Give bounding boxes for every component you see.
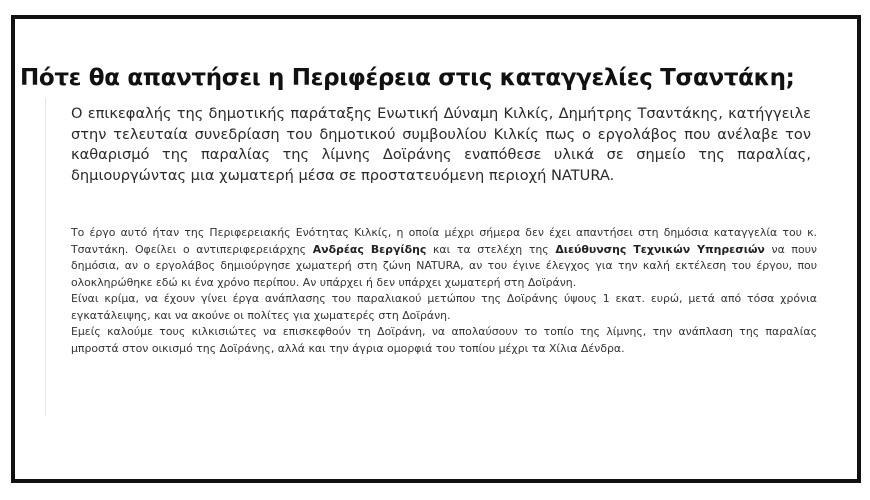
- article-body: [71, 225, 817, 357]
- body-paragraph-1-part-3: να πουν δημόσια, αν ο εργολάβος δημιούργησε χωματερή στη ζώνη NATURA, αν του έγινε έλεγχος για την καλή εκτέλεση του έργου, που ολοκληρώθηκε εδώ κι ένα χρόνο περίπου. Αν υπάρχει ή δεν υπάρχει χωματερή στη Δοϊράνη.: [71, 242, 818, 289]
- body-paragraph-1: [71, 225, 817, 291]
- body-paragraph-3: Εμείς καλούμε τους κιλκισιώτες να επισκεφθούν τη Δοϊράνη, να απολαύσουν το τοπίο της λίμνης, την ανάπλαση της παραλίας μπροστά στον οικισμό της Δοϊράνης, αλλά και την άγρια ομορφιά του τοπίου μέχρι τα Χίλια Δένδρα.: [71, 325, 817, 355]
- technical-services-directorate: Διεύθυνσης Τεχνικών Υπηρεσιών: [555, 242, 765, 256]
- article-lead: Ο επικεφαλής της δημοτικής παράταξης Ενωτική Δύναμη Κιλκίς, Δημήτρης Τσαντάκης, κατήγγειλε στην τελευταία συνεδρίαση του δημοτικού συμβουλίου Κιλκίς πως ο εργολάβος που ανέλαβε τον καθαρισμό της παραλίας της λίμνης Δοϊράνης εναπόθεσε υλικά σε σημείο της παραλίας, δημιουργώντας μια χωματερή μέσα σε προστατευόμενη περιοχή NATURA.: [71, 105, 811, 184]
- body-paragraph-1-part-2: και τα στελέχη της: [426, 242, 556, 256]
- deputy-governor-name: Ανδρέας Βεργίδης: [312, 242, 427, 256]
- article-content: [45, 98, 816, 416]
- body-paragraph-2: Είναι κρίμα, να έχουν γίνει έργα ανάπλασης του παραλιακού μετώπου της Δοϊράνης ύψους 1 εκατ. ευρώ, μετά από τόσα χρόνια εγκατάλειψης, και να ακούνε οι πολίτες για χωματερές στη Δοϊράνη.: [71, 292, 817, 322]
- body-paragraph-1-part-1: Το έργο αυτό ήταν της Περιφερειακής Ενότητας Κιλκίς, η οποία μέχρι σήμερα δεν έχει απαντήσει στη δημόσια καταγγελία του κ. Τσαντάκη. Οφείλει ο αντιπεριφερειάρχης: [71, 226, 817, 256]
- article-title: Πότε θα απαντήσει η Περιφέρεια στις καταγγελίες Τσαντάκη;: [20, 65, 795, 91]
